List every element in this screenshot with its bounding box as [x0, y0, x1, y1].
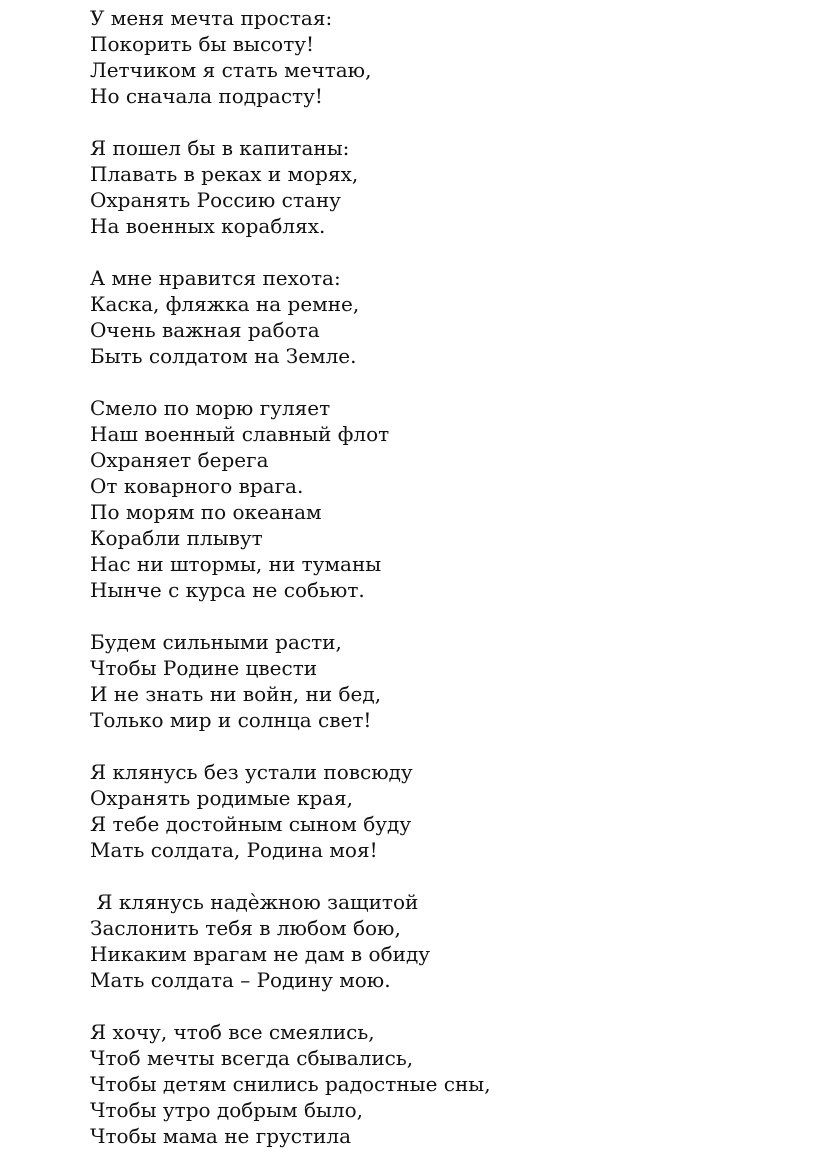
stanza: [90, 759, 790, 863]
poem-line: По морям по океанам: [90, 500, 322, 524]
stanza: [90, 395, 790, 603]
poem-line: Никаким врагам не дам в обиду: [90, 942, 431, 966]
poem-line: Охранять Россию стану: [90, 188, 341, 212]
poem-line: Нас ни штормы, ни туманы: [90, 552, 382, 576]
poem-line: У меня мечта простая:: [90, 6, 333, 30]
stanza: [90, 1019, 790, 1149]
poem-line: Очень важная работа: [90, 318, 320, 342]
poem-line: От коварного врага.: [90, 474, 304, 498]
poem-line: Я хочу, чтоб все смеялись,: [90, 1020, 375, 1044]
poem-text: [90, 5, 790, 1175]
poem-line: Летчиком я стать мечтаю,: [90, 58, 372, 82]
poem-line: Чтоб мечты всегда сбывались,: [90, 1046, 414, 1070]
poem-line: Плавать в реках и морях,: [90, 162, 359, 186]
poem-line: А мне нравится пехота:: [90, 266, 341, 290]
poem-line: Покорить бы высоту!: [90, 32, 315, 56]
poem-line: И не знать ни войн, ни бед,: [90, 682, 382, 706]
poem-line: Только мир и солнца свет!: [90, 708, 372, 732]
poem-line: Нынче с курса не собьют.: [90, 578, 365, 602]
poem-line: Я клянусь без устали повсюду: [90, 760, 413, 784]
poem-line: Будем сильными расти,: [90, 630, 342, 654]
poem-line: Смело по морю гуляет: [90, 396, 331, 420]
poem-line: Охранять родимые края,: [90, 786, 354, 810]
poem-line: Но сначала подрасту!: [90, 84, 323, 108]
poem-line: Каска, фляжка на ремне,: [90, 292, 360, 316]
poem-line: Мать солдата, Родина моя!: [90, 838, 378, 862]
stanza: [90, 889, 790, 993]
poem-line: Чтобы мама не грустила: [90, 1124, 351, 1148]
stanza: [90, 629, 790, 733]
stanza: [90, 135, 790, 239]
poem-line: На военных кораблях.: [90, 214, 326, 238]
poem-line: Чтобы детям снились радостные сны,: [90, 1072, 491, 1096]
stanza: [90, 265, 790, 369]
poem-line: Быть солдатом на Земле.: [90, 344, 357, 368]
poem-line: Я пошел бы в капитаны:: [90, 136, 350, 160]
poem-line: Заслонить тебя в любом бою,: [90, 916, 401, 940]
stanza: [90, 5, 790, 109]
poem-line: Охраняет берега: [90, 448, 269, 472]
poem-line: Я тебе достойным сыном буду: [90, 812, 412, 836]
poem-line: Наш военный славный флот: [90, 422, 390, 446]
poem-line: Чтобы Родине цвести: [90, 656, 318, 680]
poem-line: Корабли плывут: [90, 526, 263, 550]
poem-line: Мать солдата – Родину мою.: [90, 968, 391, 992]
poem-line: Я клянусь надѐжною защитой: [90, 890, 419, 914]
poem-line: Чтобы утро добрым было,: [90, 1098, 364, 1122]
